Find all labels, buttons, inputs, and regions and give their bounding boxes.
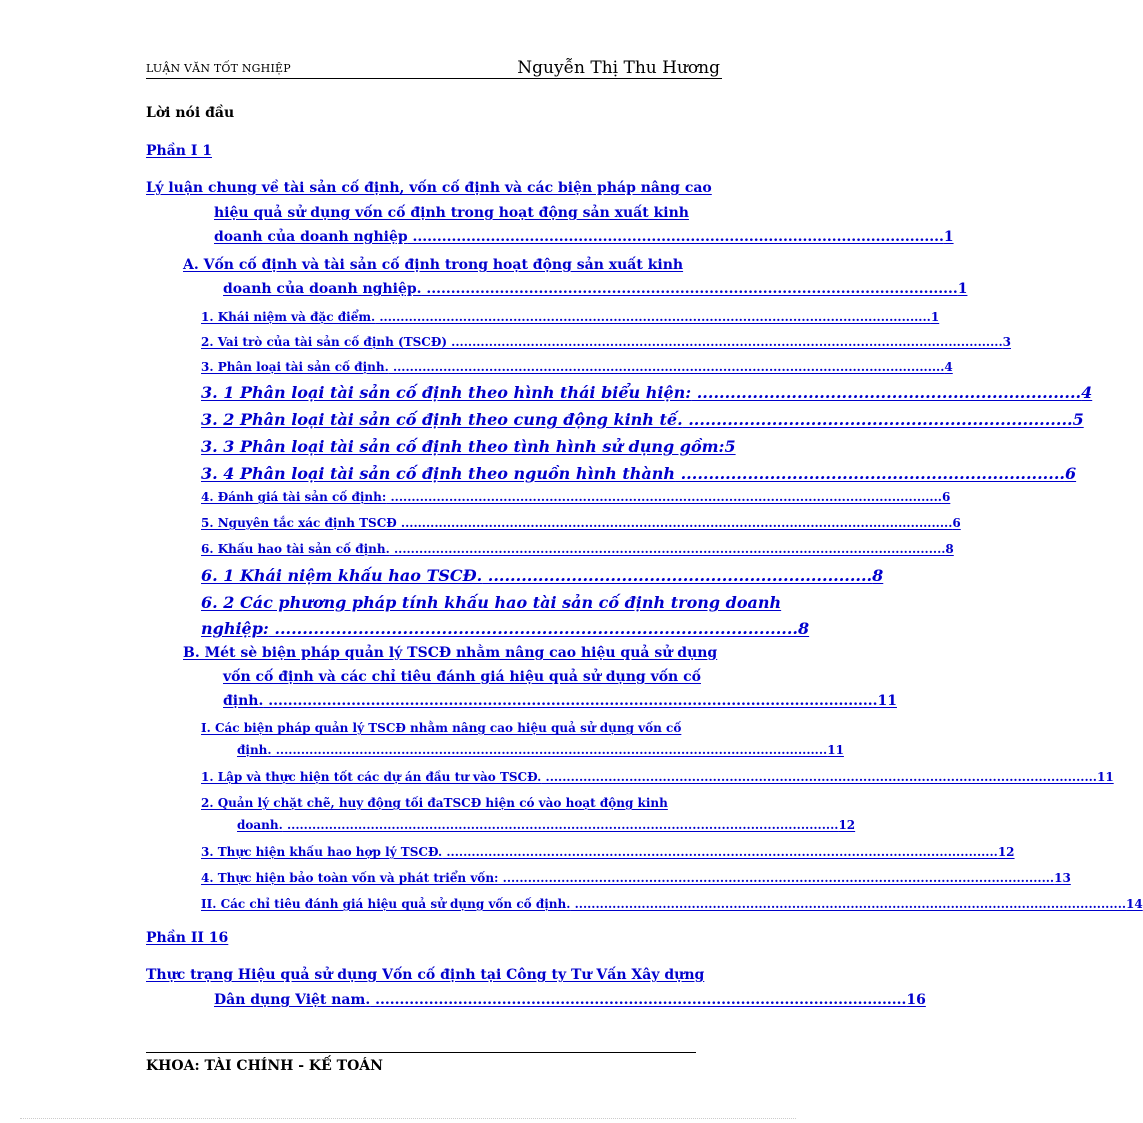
toc-entry[interactable]: Thực trạng Hiệu quả sử dụng Vốn cố định tại Công ty Tư Vấn Xây dựng xyxy=(146,967,705,983)
toc-entry[interactable]: 3. 1 Phân loại tài sản cố định theo hình thái biểu hiện: ..................................................................... 4 xyxy=(201,383,1093,402)
toc-entry[interactable]: 3. Thực hiện khấu hao hợp lý TSCĐ. .................................................................................................................................... 12 xyxy=(201,845,1015,859)
toc-entry[interactable]: nghiệp: .............................................................................................. 8 xyxy=(201,619,810,638)
toc-entry[interactable]: doanh. .................................................................................................................................... 12 xyxy=(237,818,856,832)
toc-entry[interactable]: A. Vốn cố định và tài sản cố định trong hoạt động sản xuất kinh xyxy=(183,257,684,273)
toc-entry[interactable]: 6. 2 Các phương pháp tính khấu hao tài sản cố định trong doanh xyxy=(201,593,782,612)
toc-entry[interactable]: II. Các chỉ tiêu đánh giá hiệu quả sử dụng vốn cố định. .................................................................................................................................... 14 xyxy=(201,897,1143,911)
toc-entry[interactable]: định. .................................................................................................................................... 11 xyxy=(237,743,844,757)
toc-entry[interactable]: 3. Phân loại tài sản cố định. .................................................................................................................................... 4 xyxy=(201,360,953,374)
toc-entry[interactable]: Phần I 1 xyxy=(146,143,212,159)
header-author: Nguyễn Thị Thu Hương xyxy=(517,58,720,78)
toc-entry[interactable]: 2. Vai trò của tài sản cố định (TSCĐ) .................................................................................................................................... 3 xyxy=(201,335,1011,349)
toc-entry[interactable]: 3. 4 Phân loại tài sản cố định theo nguồn hình thành ..................................................................... 6 xyxy=(201,464,1077,483)
toc-entry[interactable]: vốn cố định và các chỉ tiêu đánh giá hiệu quả sử dụng vốn cố xyxy=(223,669,701,685)
toc-entry[interactable]: 4. Thực hiện bảo toàn vốn và phát triển vốn: .................................................................................................................................... 13 xyxy=(201,871,1071,885)
toc-entry[interactable]: 2. Quản lý chặt chẽ, huy động tối đaTSCĐ hiện có vào hoạt động kinh xyxy=(201,796,668,810)
footer-divider xyxy=(146,1052,696,1053)
toc-entry[interactable]: Dân dụng Việt nam. ............................................................................................................. 16 xyxy=(214,992,926,1008)
toc-entry[interactable]: 4. Đánh giá tài sản cố định: .................................................................................................................................... 6 xyxy=(201,490,951,504)
toc-entry[interactable]: B. Mét sè biện pháp quản lý TSCĐ nhằm nâng cao hiệu quả sử dụng xyxy=(183,645,718,661)
toc-entry[interactable]: 1. Khái niệm và đặc điểm. .................................................................................................................................... 1 xyxy=(201,310,940,324)
toc-entry[interactable]: doanh của doanh nghiệp ............................................................................................................. 1 xyxy=(214,229,954,245)
footer-faculty: KHOA: TÀI CHÍNH - KẾ TOÁN xyxy=(146,1058,383,1074)
toc-entry[interactable]: doanh của doanh nghiệp. ............................................................................................................. 1 xyxy=(223,281,968,297)
header-divider xyxy=(146,78,722,79)
toc-entry[interactable]: 6. 1 Khái niệm khấu hao TSCĐ. ..................................................................... 8 xyxy=(201,566,884,585)
toc-entry[interactable]: 6. Khấu hao tài sản cố định. .................................................................................................................................... 8 xyxy=(201,542,954,556)
intro-heading: Lời nói đầu xyxy=(146,105,235,121)
toc-entry[interactable]: 3. 3 Phân loại tài sản cố định theo tình hình sử dụng gồm: 5 xyxy=(201,437,736,456)
toc-entry[interactable]: hiệu quả sử dụng vốn cố định trong hoạt động sản xuất kinh xyxy=(214,205,689,221)
toc-entry[interactable]: Phần II 16 xyxy=(146,930,229,946)
toc-entry[interactable]: 5. Nguyên tắc xác định TSCĐ .................................................................................................................................... 6 xyxy=(201,516,961,530)
toc-entry[interactable]: định. ............................................................................................................................. 11 xyxy=(223,693,897,709)
toc-entry[interactable]: I. Các biện pháp quản lý TSCĐ nhằm nâng cao hiệu quả sử dụng vốn cố xyxy=(201,721,682,735)
page-edge-divider xyxy=(20,1118,796,1119)
toc-entry[interactable]: 3. 2 Phân loại tài sản cố định theo cung động kinh tế. ..................................................................... 5 xyxy=(201,410,1084,429)
header-title: LUẬN VĂN TỐT NGHIỆP xyxy=(146,62,291,75)
toc-entry[interactable]: Lý luận chung về tài sản cố định, vốn cố định và các biện pháp nâng cao xyxy=(146,180,712,196)
toc-entry[interactable]: 1. Lập và thực hiện tốt các dự án đầu tư vào TSCĐ. .................................................................................................................................... 11 xyxy=(201,770,1114,784)
